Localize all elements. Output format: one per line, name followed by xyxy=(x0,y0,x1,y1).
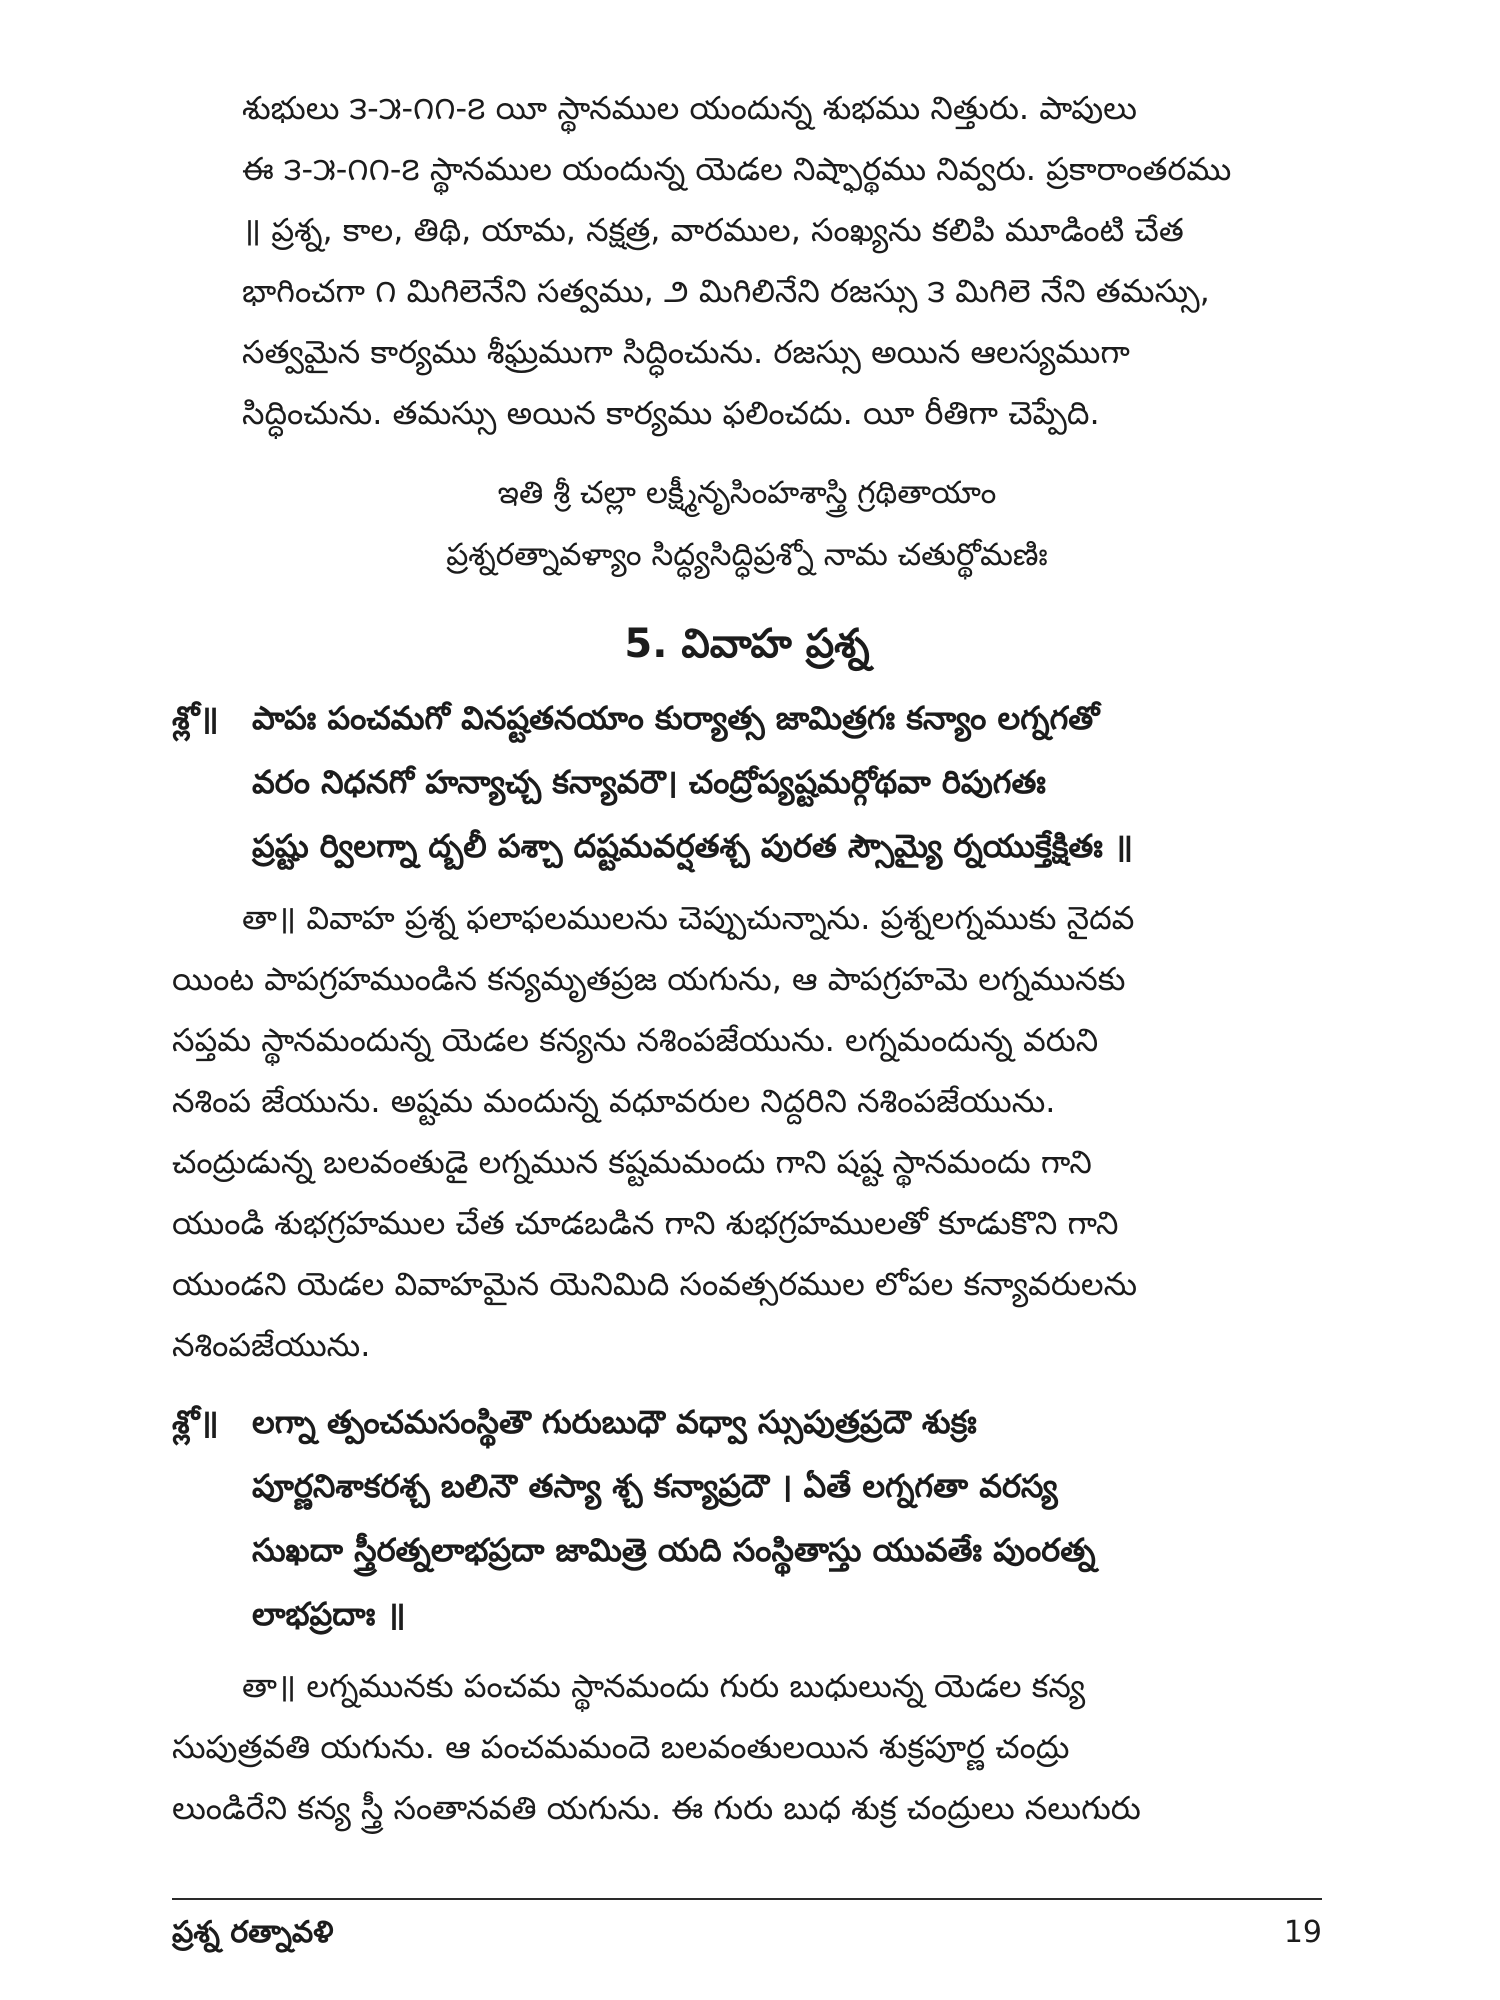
verse-line: పూర్ణనిశాకరశ్చ బలినౌ తస్యా శ్చ కన్యాప్రదౌ । ఏతే లగ్నగతా వరస్య xyxy=(252,1467,1058,1505)
text-line: యుండని యెడల వివాహమైన యెనిమిది సంవత్సరముల లోపల కన్యావరులను xyxy=(172,1265,1138,1303)
intro-paragraph xyxy=(172,78,1322,444)
text-line: లుండిరేని కన్య స్త్రీ సంతానవతి యగును. ఈ గురు బుధ శుక్ర చంద్రులు నలుగురు xyxy=(172,1789,1141,1827)
text-line: సప్తమ స్థానమందున్న యెడల కన్యను నశింపజేయును. లగ్నమందున్న వరుని xyxy=(172,1021,1099,1059)
verse-line: లగ్నా త్పంచమసంస్థితౌ గురుబుధౌ వధ్వా స్సుపుత్రప్రదౌ శుక్రః xyxy=(252,1403,977,1441)
text-line: ఈ ౩-౫-౧౧-౭ స్థానముల యందున్న యెడల నిష్ఫార్థము నివ్వరు. ప్రకారాంతరము xyxy=(242,150,1232,188)
sloka-marker: శ్లో॥ xyxy=(172,699,219,737)
text-line: సుపుత్రవతి యగును. ఆ పంచమమందె బలవంతులయిన శుక్రపూర్ణ చంద్రు xyxy=(172,1728,1070,1766)
text-line: నశింపజేయును. xyxy=(172,1326,371,1364)
verse-line: పాపః పంచమగో వినష్టతనయాం కుర్యాత్స జామిత్రగః కన్యాం లగ్నగతో xyxy=(252,699,1100,737)
colophon-line: ఇతి శ్రీ చల్లా లక్ష్మీనృసింహశాస్త్రి గ్రథితాయాం xyxy=(497,475,997,511)
text-line: యింట పాపగ్రహముండిన కన్యమృతప్రజ యగును, ఆ పాపగ్రహమె లగ్నమునకు xyxy=(172,960,1126,998)
text-line: తా॥ లగ్నమునకు పంచమ స్థానమందు గురు బుధులున్న యెడల కన్య xyxy=(242,1667,1086,1705)
tatparya-paragraph xyxy=(172,888,1322,1376)
chapter-title: 5. వివాహ ప్రశ్న xyxy=(624,621,870,667)
sloka-marker: శ్లో॥ xyxy=(172,1403,219,1441)
book-page xyxy=(172,78,1322,1968)
text-line: సిద్ధించును. తమస్సు అయిన కార్యము ఫలించదు. యీ రీతిగా చెప్పేది. xyxy=(242,394,1100,432)
verse-line: లాభప్రదాః ॥ xyxy=(252,1595,406,1633)
footer-divider xyxy=(172,1898,1322,1900)
text-line: ॥ ప్రశ్న, కాల, తిథి, యామ, నక్షత్ర, వారముల, సంఖ్యను కలిపి మూడింటి చేత xyxy=(242,211,1184,249)
page-number: 19 xyxy=(1283,1915,1322,1950)
verse-line: సుఖదా స్త్రీరత్నలాభప్రదా జామిత్రె యది సంస్థితాస్తు యువతేః పుంరత్న xyxy=(252,1531,1096,1569)
book-title: ప్రశ్న రత్నావళి xyxy=(172,1915,334,1950)
sloka-verse xyxy=(172,1390,1322,1646)
tatparya-paragraph xyxy=(172,1656,1322,1839)
verse-line: ప్రష్టు ర్విలగ్నా ద్బలీ పశ్చా దష్టమవర్షతశ్చ పురత స్సౌమ్యై ర్నయుక్తేక్షితః ॥ xyxy=(252,827,1134,865)
sloka-verse xyxy=(172,686,1322,878)
colophon-line: ప్రశ్నరత్నావళ్యాం సిద్ధ్యసిద్ధిప్రశ్నో నామ చతుర్థోమణిః xyxy=(446,537,1048,573)
text-line: శుభులు ౩-౫-౧౧-౭ యీ స్థానముల యందున్న శుభము నిత్తురు. పాపులు xyxy=(242,89,1137,127)
chapter-colophon xyxy=(172,462,1322,586)
page-footer xyxy=(172,1908,1322,1958)
verse-line: వరం నిధనగో హన్యాచ్చ కన్యావరౌ। చంద్రోప్యష్టమర్గోథవా రిపుగతః xyxy=(252,763,1046,801)
text-line: నశింప జేయును. అష్టమ మందున్న వధూవరుల నిద్దరిని నశింపజేయును. xyxy=(172,1082,1056,1120)
text-line: యుండి శుభగ్రహముల చేత చూడబడిన గాని శుభగ్రహములతో కూడుకొని గాని xyxy=(172,1204,1119,1242)
text-line: తా॥ వివాహ ప్రశ్న ఫలాఫలములను చెప్పుచున్నాను. ప్రశ్నలగ్నముకు నైదవ xyxy=(242,899,1135,937)
text-line: సత్వమైన కార్యము శీఘ్రముగా సిద్ధించును. రజస్సు అయిన ఆలస్యముగా xyxy=(242,333,1130,371)
text-line: చంద్రుడున్న బలవంతుడై లగ్నమున కష్టమమందు గాని షష్ట స్థానమందు గాని xyxy=(172,1143,1092,1181)
text-line: భాగించగా ౧ మిగిలెనేని సత్వము, ౨ మిగిలినేని రజస్సు ౩ మిగిలె నేని తమస్సు, xyxy=(242,272,1210,310)
